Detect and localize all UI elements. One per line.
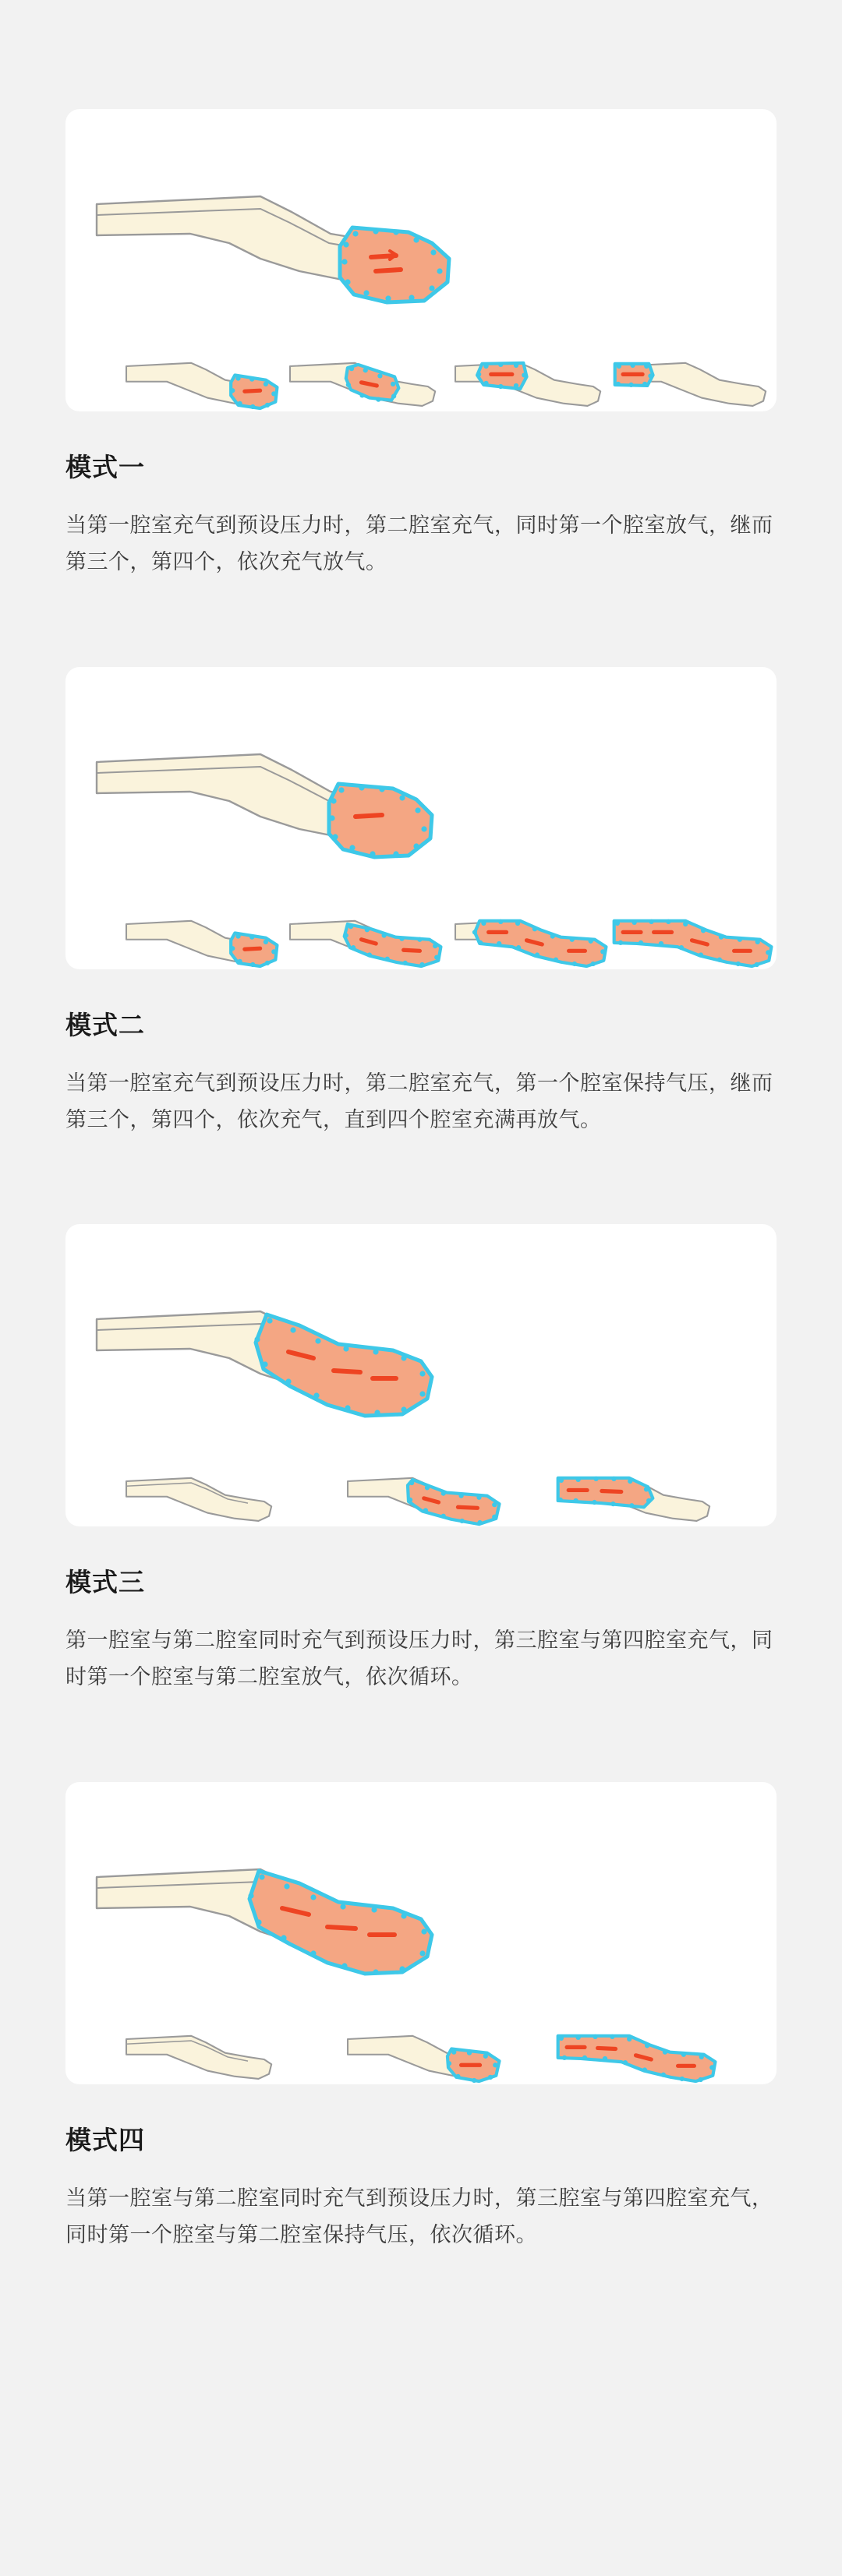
leg-diagram-2 [65, 667, 777, 969]
step-leg-1 [126, 1478, 271, 1521]
mode-title-4: 模式四 [65, 2125, 145, 2154]
mode-description-4: 当第一腔室与第二腔室同时充气到预设压力时，第三腔室与第四腔室充气，同时第一个腔室与第二腔室保持气压，依次循环。 [65, 2186, 773, 2246]
leg-diagram-3 [65, 1224, 777, 1526]
pressure-arrows [356, 815, 382, 817]
illustration-card-1 [65, 109, 777, 411]
step-leg-2 [348, 2035, 499, 2082]
mode-description-2: 当第一腔室充气到预设压力时，第二腔室充气，第一个腔室保持气压，继而第三个，第四个，依次充气，直到四个腔室充满再放气。 [65, 1071, 773, 1131]
mode-description-3: 第一腔室与第二腔室同时充气到预设压力时，第三腔室与第四腔室充气，同时第一个腔室与第二腔室放气，依次循环。 [65, 1629, 773, 1689]
limb-shape [455, 363, 600, 406]
mode-description-1: 当第一腔室充气到预设压力时，第二腔室充气，同时第一个腔室放气，继而第三个，第四个，依次充气放气。 [65, 513, 773, 574]
chamber-4-active [340, 228, 449, 302]
step-row-2 [126, 919, 771, 966]
step-leg-2 [290, 363, 435, 406]
hero-leg-1 [97, 196, 449, 302]
hero-leg-3 [97, 1311, 432, 1416]
spacer [0, 581, 842, 667]
chamber-3-4-active [256, 1314, 432, 1416]
step-leg-2 [348, 1478, 499, 1525]
mode-section-4 [0, 1782, 842, 2254]
illustration-card-2 [65, 667, 777, 969]
step-leg-2 [290, 920, 440, 966]
step-leg-3 [455, 362, 600, 406]
mode-section-1 [0, 0, 842, 581]
leg-diagram-1 [65, 109, 777, 411]
chamber-3-4-active [249, 1871, 432, 1974]
chamber-active [558, 2035, 716, 2080]
chamber-active [614, 920, 772, 965]
illustration-card-4 [65, 1782, 777, 2084]
chamber-active [346, 365, 399, 401]
hero-leg-2 [97, 754, 432, 857]
step-row-4 [126, 2034, 715, 2082]
step-leg-4 [614, 919, 772, 966]
illustration-card-3 [65, 1224, 777, 1526]
step-row-1 [126, 362, 766, 409]
spacer [0, 1696, 842, 1782]
step-leg-3 [558, 1477, 709, 1521]
spacer [0, 1138, 842, 1224]
spacer-bottom [0, 2253, 842, 2339]
mode-section-2 [0, 667, 842, 1139]
hero-leg-4 [97, 1869, 432, 1975]
step-leg-3 [455, 919, 606, 965]
mode-title-1: 模式一 [65, 453, 145, 482]
chamber-active [345, 924, 441, 966]
step-leg-4 [615, 363, 766, 406]
step-leg-3 [558, 2034, 716, 2081]
step-row-3 [126, 1477, 709, 1525]
leg-diagram-4 [65, 1782, 777, 2084]
step-leg-1 [126, 2035, 271, 2078]
mode-title-3: 模式三 [65, 1568, 145, 1597]
step-leg-1 [126, 363, 277, 409]
mode-title-2: 模式二 [65, 1010, 145, 1039]
mode-section-3 [0, 1224, 842, 1696]
step-leg-1 [126, 920, 277, 966]
chamber-active [408, 1480, 500, 1524]
